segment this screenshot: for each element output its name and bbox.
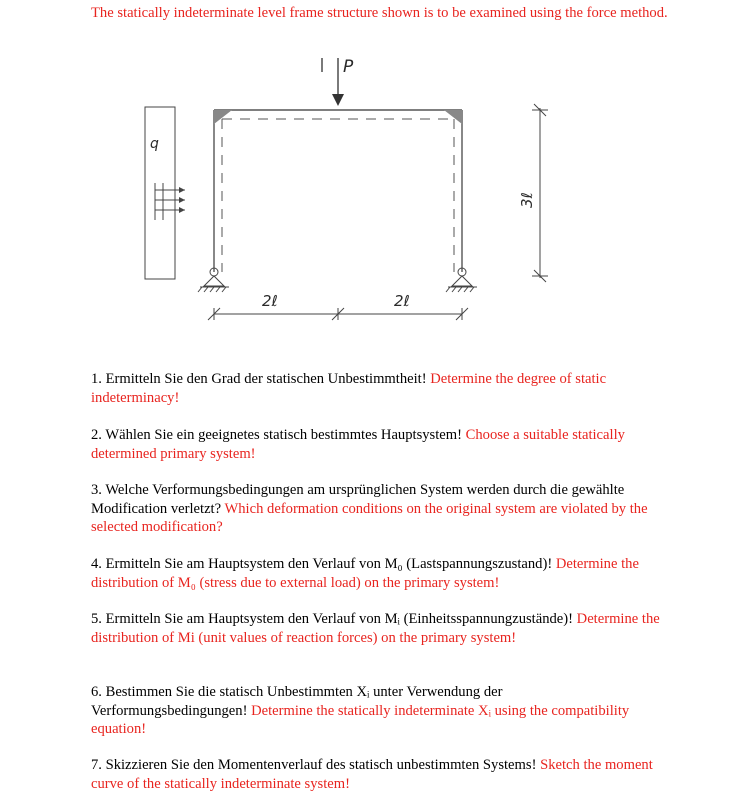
frame-figure [130, 50, 590, 335]
frame-corner-gussets [214, 110, 462, 124]
question-4 [91, 555, 661, 592]
question-3-en: Which deformation conditions on the original system are violated by the selected modification? [91, 500, 648, 535]
point-load-arrow [322, 58, 338, 100]
question-2 [91, 426, 661, 463]
question-1-en: Determine the degree of static indeterminacy! [91, 371, 607, 406]
span-dimension-line [208, 308, 468, 320]
span-right-label: 2ℓ [394, 292, 410, 310]
span-left-label: 2ℓ [262, 292, 278, 310]
question-6 [91, 683, 661, 739]
question-3-de: 3. Welche Verformungsbedingungen am ursprünglichen System werden durch die gewählte Modification verletzt? [91, 482, 625, 517]
question-5-de: 5. Ermitteln Sie am Hauptsystem den Verlauf von Mᵢ (Einheitsspannungzustände)! [91, 611, 573, 627]
question-5-en: Determine the distribution of Mi (unit values of reaction forces) on the primary system! [91, 611, 660, 646]
question-6-en: Determine the statically indeterminate Xᵢ using the compatibility equation! [91, 702, 630, 737]
point-load-arrowhead [332, 94, 344, 106]
intro-paragraph: The statically indeterminate level frame structure shown is to be examined using the force method. [91, 5, 668, 21]
question-1 [91, 370, 661, 407]
question-7-de: 7. Skizzieren Sie den Momentenverlauf des statisch unbestimmten Systems! [91, 757, 537, 773]
frame-sketch [130, 50, 590, 335]
question-2-de: 2. Wählen Sie ein geeignetes statisch bestimmtes Hauptsystem! [91, 427, 462, 443]
question-4-de: 4. Ermitteln Sie am Hauptsystem den Verlauf von M₀ (Lastspannungszustand)! [91, 556, 553, 572]
height-label: 3ℓ [518, 192, 536, 208]
point-load-label: P [343, 57, 354, 77]
distributed-load-arrowheads [179, 187, 185, 213]
frame-structure [214, 110, 462, 272]
question-2-en: Choose a suitable statically determined primary system! [91, 427, 625, 462]
question-7 [91, 756, 661, 793]
question-3 [91, 481, 661, 537]
question-4-en: Determine the distribution of M₀ (stress due to external load) on the primary system! [91, 556, 639, 591]
question-6-de: 6. Bestimmen Sie die statisch Unbestimmten Xᵢ unter Verwendung der Verformungsbedingungen! [91, 684, 503, 719]
question-5 [91, 610, 661, 647]
question-1-de: 1. Ermitteln Sie den Grad der statischen Unbestimmtheit! [91, 371, 427, 387]
distributed-load-label: q [150, 136, 159, 152]
question-7-en: Sketch the moment curve of the statically indeterminate system! [91, 757, 653, 792]
